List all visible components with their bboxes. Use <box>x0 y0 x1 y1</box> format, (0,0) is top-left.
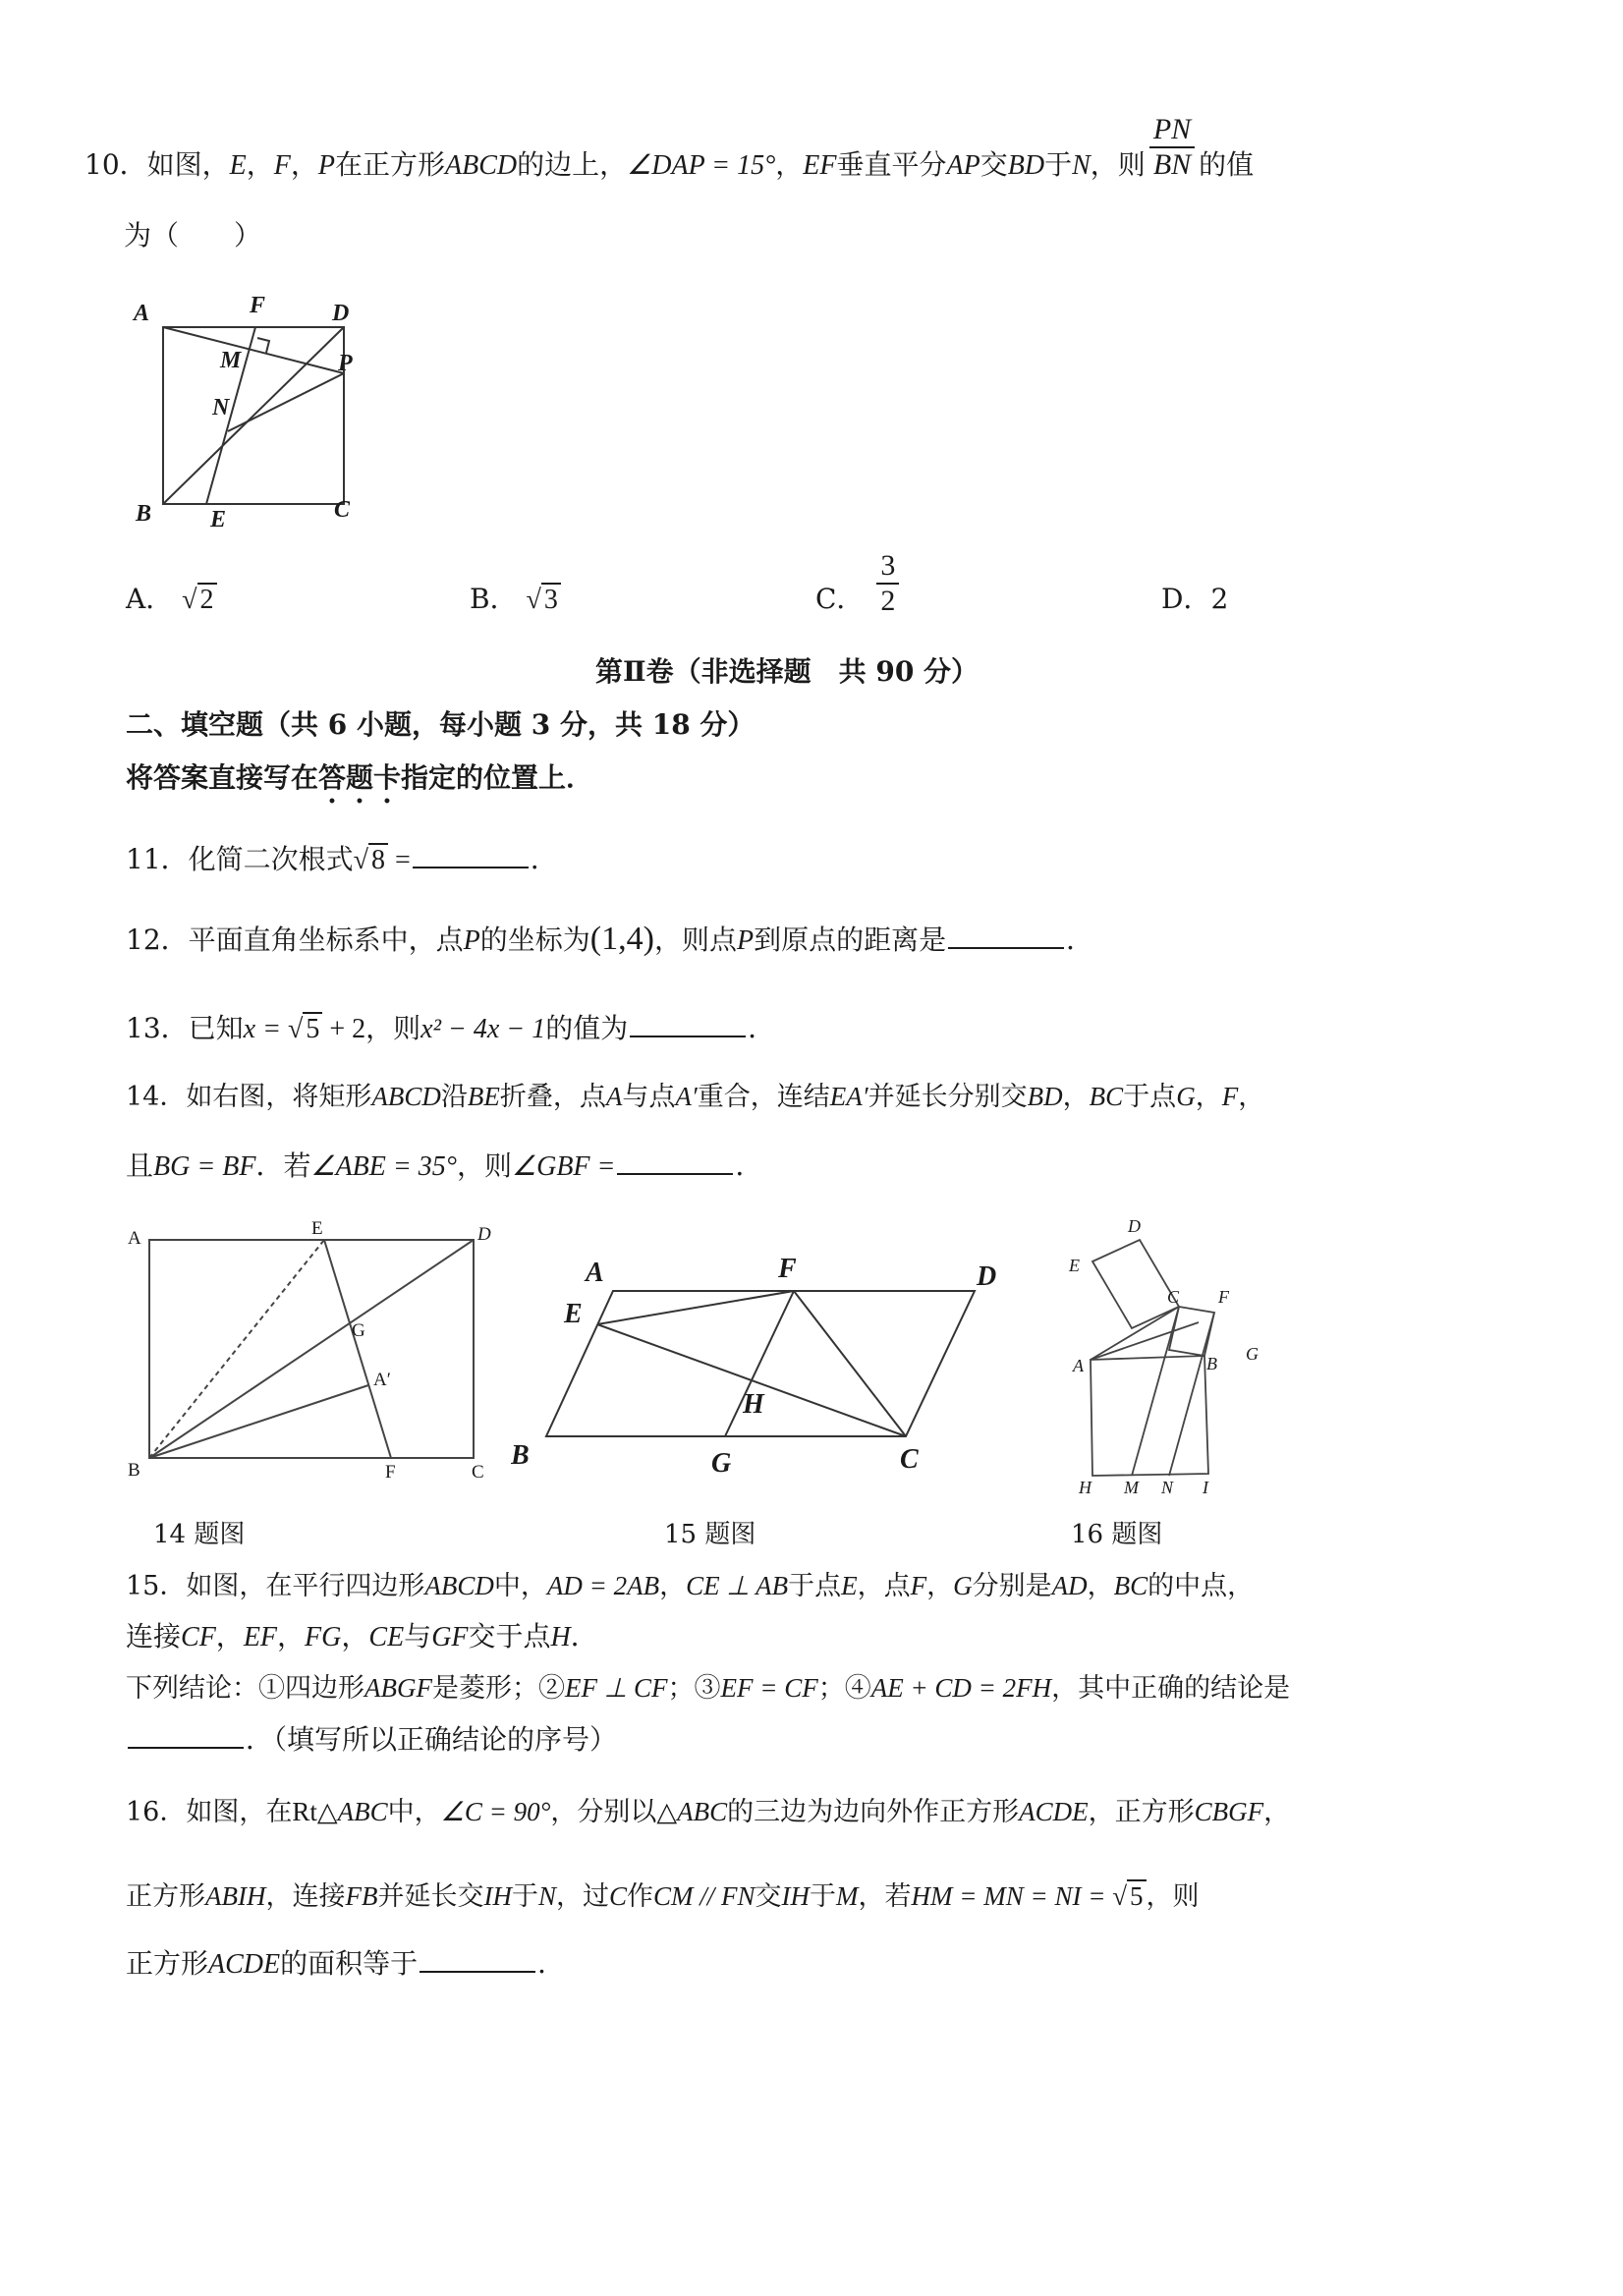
option-C-num: 3 <box>876 549 899 585</box>
q15-text: ；④ <box>817 1673 871 1704</box>
q14-var: ABCD <box>371 1082 441 1111</box>
figure-14 <box>118 1216 511 1491</box>
q16-line2 <box>126 1876 1200 1917</box>
fig15-label-G: G <box>711 1448 732 1479</box>
q13-plus: + 2 <box>322 1014 366 1044</box>
fig10-label-B: B <box>136 501 152 527</box>
fig14-label-F: F <box>385 1462 396 1483</box>
q14-answer-blank[interactable] <box>617 1146 733 1175</box>
fig16-label-A: A <box>1073 1356 1084 1375</box>
option-C-fraction <box>876 549 899 618</box>
q12-number: 12． <box>126 924 189 956</box>
q15-text: 是菱形；② <box>431 1673 565 1704</box>
q12-coord: (1,4) <box>589 921 654 957</box>
q12-text: 到原点的距离是 <box>754 924 947 956</box>
q15-conclusion: EF = CF <box>720 1673 818 1703</box>
q14-line2 <box>126 1146 762 1187</box>
q16-var: ACDE <box>1019 1797 1089 1826</box>
q16-text: 于 <box>511 1881 538 1912</box>
q13-answer-blank[interactable] <box>630 1008 746 1037</box>
q15-line2 <box>126 1617 598 1657</box>
q15-text: 的中点， <box>1147 1571 1255 1601</box>
q13-radicand: 5 <box>303 1012 322 1044</box>
q16-var: ∠C = 90° <box>440 1797 551 1826</box>
fig16-label-I: I <box>1203 1478 1208 1497</box>
q13-text: 的值为 <box>545 1012 629 1044</box>
q16-answer-blank[interactable] <box>420 1943 535 1973</box>
fig16-label-H: H <box>1079 1478 1091 1497</box>
q14-text: 于点 <box>1123 1082 1177 1112</box>
q16-text: ，若 <box>858 1881 912 1912</box>
q15-var: AD = 2AB <box>546 1571 660 1600</box>
section2-part: 二、填空题（共 6 小题，每小题 3 分，共 18 分） <box>126 708 756 741</box>
q16-text: 正方形 <box>126 1947 209 1980</box>
fig10-label-D: D <box>332 301 350 326</box>
section2-instruction <box>126 758 593 810</box>
q12-var-P2: P <box>736 925 755 956</box>
q12-text: ，则点 <box>653 924 737 956</box>
q15-var: ABCD <box>424 1571 494 1600</box>
q14-text: ， <box>1062 1082 1090 1112</box>
option-D[interactable]: D．2 <box>1161 583 1229 615</box>
q13-sqrt: √ 5 <box>288 1012 322 1044</box>
q16-text: ，正方形 <box>1088 1797 1195 1827</box>
option-C-den: 2 <box>880 584 896 617</box>
figure-10 <box>118 285 373 540</box>
q15-text: ， <box>215 1620 244 1652</box>
q13-text: ，则 <box>365 1012 421 1044</box>
option-A-value: √ 2 <box>182 583 216 615</box>
q14-var: BE <box>467 1082 500 1111</box>
q11-text: 化简二次根式 <box>188 843 354 875</box>
fig16-label-F: F <box>1218 1287 1229 1307</box>
q11-sqrt: √ 8 <box>354 843 388 875</box>
q16-var: ABC <box>337 1797 388 1826</box>
fig16-label-G: G <box>1246 1344 1259 1364</box>
q15-text: ．（填写所以正确结论的序号） <box>246 1723 618 1756</box>
q16-text: ，过 <box>556 1881 609 1912</box>
q11-number: 11． <box>126 843 189 875</box>
q14-text: ， <box>1238 1082 1265 1112</box>
q14-text: 沿 <box>440 1082 468 1112</box>
fig14-line-BA <box>149 1385 368 1458</box>
fig14-label-E: E <box>311 1218 323 1239</box>
q16-var: CM // FN <box>653 1881 756 1911</box>
q13 <box>126 1008 775 1049</box>
q10-var-N: N <box>1072 150 1091 181</box>
q13-number: 13． <box>126 1012 189 1044</box>
fig15-line-FC <box>794 1291 906 1436</box>
q10-var-P: P <box>317 150 336 181</box>
q15-number: 15． <box>126 1571 187 1601</box>
q10-text: 如图， <box>146 148 230 181</box>
fig10-diagonal-BD <box>163 327 344 504</box>
q14-var: BD <box>1027 1082 1063 1111</box>
q15-var: BC <box>1113 1571 1148 1600</box>
q16-var: IH <box>781 1881 811 1911</box>
q12-end: ． <box>1066 924 1094 956</box>
q16-var: ACDE <box>208 1949 281 1980</box>
option-A-radicand: 2 <box>197 583 217 615</box>
fig14-diagonal-BD <box>149 1240 474 1458</box>
q15-var: EF <box>243 1622 278 1652</box>
fig16-caption: 16 题图 <box>1071 1520 1163 1549</box>
q14-text: 重合，连结 <box>697 1082 830 1112</box>
q15-var: GF <box>431 1622 469 1652</box>
fig14-label-A: A <box>128 1228 141 1249</box>
q11-end: ． <box>530 843 558 875</box>
q10-text: 的值 <box>1199 148 1255 181</box>
fig16-square-CBGF <box>1169 1307 1214 1356</box>
q14-var: BG = BF <box>153 1151 256 1182</box>
fig15-caption: 15 题图 <box>664 1520 756 1549</box>
q15-var: E <box>841 1571 858 1600</box>
q13-expr: x² − 4x − 1 <box>420 1014 546 1044</box>
q10-var-AP: AP <box>946 150 980 181</box>
q12 <box>126 920 1093 961</box>
q10-var-F: F <box>273 150 291 181</box>
q16-line1 <box>126 1792 1290 1832</box>
q14-var: A <box>605 1082 623 1111</box>
q15-conclusion: AE + CD = 2FH <box>870 1673 1052 1703</box>
q10-text: ， <box>775 148 804 181</box>
q14-number: 14． <box>126 1082 187 1112</box>
fig16-line-CM <box>1132 1307 1179 1476</box>
section2-heading: 第Ⅱ卷（非选择题 共 90 分） <box>595 655 979 688</box>
q10-frac-den: BN <box>1152 147 1192 181</box>
option-B-radicand: 3 <box>541 583 561 615</box>
fig15-line-EF <box>597 1291 794 1324</box>
q14-var: F <box>1221 1082 1239 1111</box>
fig14-label-A2: A′ <box>373 1370 391 1390</box>
q16-var: IH <box>483 1881 512 1911</box>
option-A-label: A． <box>126 583 174 615</box>
q13-end: ． <box>748 1012 776 1044</box>
fig10-line-NP <box>228 373 344 431</box>
fig15-label-F: F <box>778 1254 797 1284</box>
q11 <box>126 839 558 880</box>
fig16-label-N: N <box>1161 1478 1174 1497</box>
q10-line2: 为（ ） <box>124 219 262 252</box>
instr-emphasis: 答题卡 <box>318 761 402 794</box>
q16-var: M <box>836 1881 859 1911</box>
fig15-label-A: A <box>586 1258 604 1288</box>
q16-text: ，分别以△ <box>550 1797 678 1827</box>
option-C-label: C． <box>815 583 865 615</box>
q16-line3 <box>126 1943 565 1985</box>
q10-angle: ∠DAP = 15° <box>627 150 776 181</box>
q10-number: 10． <box>84 148 147 181</box>
q15-text: 分别是 <box>972 1571 1052 1601</box>
q16-number: 16． <box>126 1797 187 1827</box>
fig14-label-G: G <box>352 1320 365 1341</box>
q15-var: G <box>953 1571 973 1600</box>
instr-pre: 将答案直接写在 <box>126 761 319 794</box>
q10-text: 垂直平分 <box>836 148 947 181</box>
q16-text: 的面积等于 <box>280 1947 419 1980</box>
option-B-value: √ 3 <box>526 583 560 615</box>
q15-text: 连接 <box>126 1620 182 1652</box>
q16-text: ，连接 <box>265 1881 346 1912</box>
q10-text: 的边上， <box>517 148 628 181</box>
fig14-fold-BE <box>149 1240 324 1458</box>
q10-var-BD: BD <box>1007 150 1045 181</box>
q16-text: 于 <box>810 1881 837 1912</box>
q10-var-E: E <box>229 150 247 181</box>
fig16-label-D: D <box>1128 1216 1141 1236</box>
q10-text: 于 <box>1044 148 1073 181</box>
q10-frac-num: PN <box>1149 113 1195 148</box>
q14-text: 并延长分别交 <box>867 1082 1028 1112</box>
figure-16 <box>1022 1212 1287 1497</box>
q15-var: CF <box>181 1622 216 1652</box>
q10-var-ABCD: ABCD <box>445 150 518 181</box>
q14-end: ． <box>735 1149 763 1182</box>
q15-text: ， <box>341 1620 369 1652</box>
q15-line4 <box>126 1719 617 1760</box>
q15-var: CE <box>368 1622 405 1652</box>
q15-text: 与 <box>404 1620 432 1652</box>
fig10-label-P: P <box>338 351 353 376</box>
fig14-caption: 14 题图 <box>153 1520 246 1549</box>
q14-var: A′ <box>675 1082 698 1111</box>
fig14-label-C: C <box>472 1462 484 1483</box>
fig10-right-angle <box>257 338 269 353</box>
q11-answer-blank[interactable] <box>413 839 529 868</box>
q16-var: C <box>609 1881 628 1911</box>
q15-var: AD <box>1051 1571 1088 1600</box>
q16-text: 正方形 <box>126 1881 205 1912</box>
q16-text: 的三边为边向外作正方形 <box>727 1797 1020 1827</box>
q14-text: ．若 <box>255 1149 311 1182</box>
q11-radicand: 8 <box>368 843 388 875</box>
q16-rt: Rt△ <box>292 1797 338 1826</box>
q12-answer-blank[interactable] <box>948 920 1064 949</box>
q15-line1 <box>126 1566 1254 1606</box>
q16-radicand: 5 <box>1127 1879 1147 1911</box>
q15-conclusion: EF ⊥ CF <box>564 1673 668 1703</box>
q16-text: ， <box>1263 1797 1291 1827</box>
option-B[interactable] <box>470 580 561 620</box>
q16-text: 交 <box>755 1881 782 1912</box>
q15-var: FG <box>305 1622 342 1652</box>
q10-fraction <box>1149 113 1195 182</box>
q10-text: 交 <box>979 148 1008 181</box>
q16-var: ABC <box>677 1797 728 1826</box>
fig10-label-M: M <box>220 348 242 373</box>
instr-post: 指定的位置上． <box>401 761 594 794</box>
q16-var: ABIH <box>205 1881 266 1911</box>
fig15-label-C: C <box>900 1444 919 1475</box>
fig14-label-B: B <box>128 1460 140 1481</box>
option-C[interactable] <box>815 548 903 619</box>
q16-text: 并延长交 <box>377 1881 484 1912</box>
q16-text: 中， <box>387 1797 441 1827</box>
q15-text: ， <box>277 1620 306 1652</box>
q12-text: 平面直角坐标系中，点 <box>188 924 464 956</box>
option-B-label: B． <box>470 583 518 615</box>
q16-text: 作 <box>627 1881 654 1912</box>
figure-15 <box>511 1242 1022 1497</box>
fig16-label-C: C <box>1167 1287 1180 1307</box>
q15-var: H <box>550 1622 571 1652</box>
fig15-label-D: D <box>977 1261 997 1292</box>
q14-line1 <box>126 1077 1264 1117</box>
q14-angle: ∠ABE = 35° <box>310 1151 457 1182</box>
q14-text: 折叠，点 <box>499 1082 606 1112</box>
fig15-label-H: H <box>743 1389 764 1420</box>
q13-x: x = <box>243 1014 288 1044</box>
q15-text: ，点 <box>857 1571 911 1601</box>
q14-angle2: ∠GBF = <box>512 1151 616 1182</box>
q16-var: N <box>537 1881 556 1911</box>
q16-sqrt: √ 5 <box>1112 1879 1146 1911</box>
q15-text: ，其中正确的结论是 <box>1051 1673 1291 1704</box>
q12-var-P: P <box>463 925 480 956</box>
fig16-square-ABIH <box>1091 1356 1208 1476</box>
fig10-label-N: N <box>212 395 230 420</box>
q14-text: 且 <box>126 1149 154 1182</box>
q16-var: FB <box>345 1881 378 1911</box>
q14-var: G <box>1176 1082 1196 1111</box>
q14-text: 如右图，将矩形 <box>186 1082 372 1112</box>
q16-var: HM = MN = NI = <box>911 1881 1113 1911</box>
q14-text: ，则 <box>456 1149 512 1182</box>
q12-text: 的坐标为 <box>479 924 590 956</box>
q15-text: ， <box>926 1571 954 1601</box>
q15-text: 如图，在平行四边形 <box>186 1571 425 1601</box>
q11-eq: = <box>388 845 411 875</box>
fig16-label-M: M <box>1124 1478 1139 1497</box>
q16-text: 如图，在 <box>186 1797 293 1827</box>
fig10-label-E: E <box>210 507 227 532</box>
q14-var: BC <box>1089 1082 1124 1111</box>
q10-text: ，则 <box>1090 148 1146 181</box>
fig14-label-D: D <box>477 1224 491 1245</box>
fig16-label-B: B <box>1206 1354 1217 1373</box>
q15-text: 于点 <box>788 1571 842 1601</box>
q10-text: 在正方形 <box>335 148 446 181</box>
q15-var: F <box>910 1571 927 1600</box>
q15-var: ABGF <box>364 1673 432 1703</box>
fig15-label-B: B <box>511 1440 530 1471</box>
q15-line3 <box>126 1668 1290 1708</box>
q15-text: ， <box>1087 1571 1114 1601</box>
option-A[interactable] <box>126 580 217 620</box>
fig10-label-F: F <box>250 293 266 318</box>
q13-text: 已知 <box>188 1012 244 1044</box>
q15-text: ． <box>570 1620 598 1652</box>
q15-answer-blank[interactable] <box>128 1719 244 1749</box>
fig10-label-C: C <box>334 497 351 523</box>
q10-var-EF: EF <box>803 150 837 181</box>
q15-text: 中， <box>493 1571 547 1601</box>
fig15-label-E: E <box>564 1299 583 1329</box>
q15-var: CE ⊥ AB <box>686 1571 789 1600</box>
q15-text: 下列结论：①四边形 <box>126 1673 364 1704</box>
q14-text: 与点 <box>622 1082 676 1112</box>
q16-var: CBGF <box>1194 1797 1264 1826</box>
q15-text: ；③ <box>667 1673 721 1704</box>
q14-var: EA′ <box>829 1082 868 1111</box>
fig14-line-EF <box>324 1240 391 1458</box>
q16-end: ． <box>537 1947 566 1980</box>
fig10-label-A: A <box>134 301 150 326</box>
q15-text: 交于点 <box>468 1620 551 1652</box>
q16-text: ，则 <box>1146 1881 1200 1912</box>
q14-text: ， <box>1195 1082 1222 1112</box>
fig16-label-E: E <box>1069 1256 1080 1275</box>
q15-text: ， <box>659 1571 687 1601</box>
q10-line1: 10．如图，E，F，P在正方形ABCD的边上，∠DAP = 15°，EF垂直平分AP交BD于N，则 $\frac{PN}{BN}$ 的值 <box>84 112 1255 181</box>
